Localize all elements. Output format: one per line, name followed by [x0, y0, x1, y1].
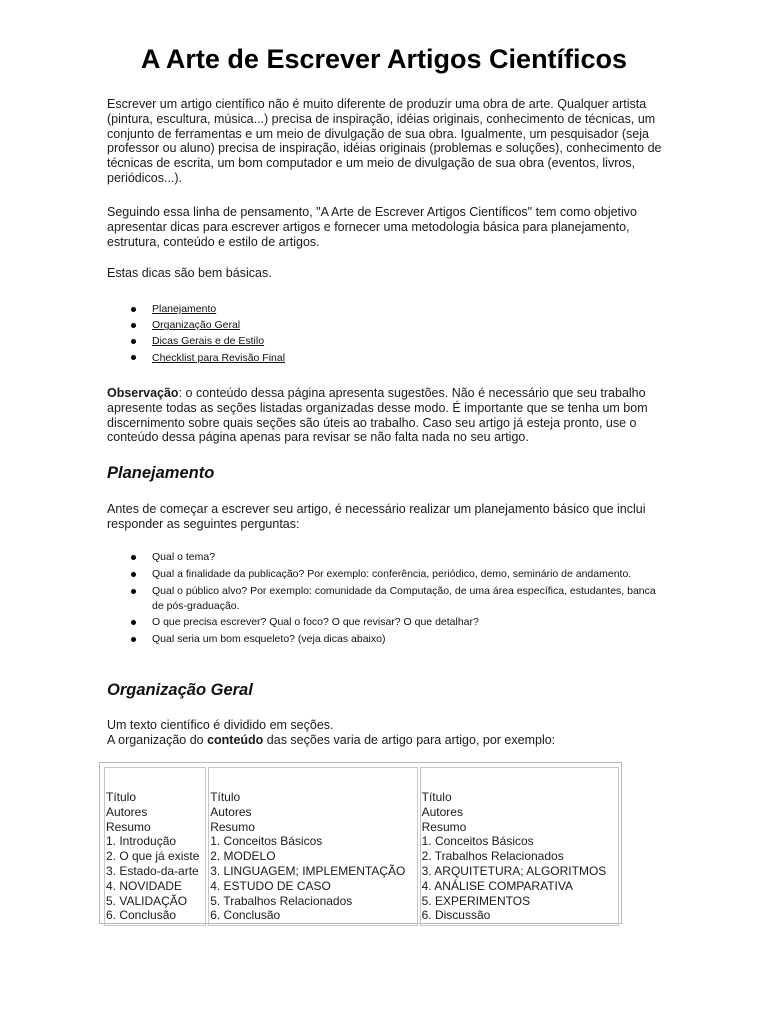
table-of-contents — [107, 301, 667, 366]
cell-line: 4. NOVIDADE — [106, 878, 183, 893]
observation-label: Observação — [107, 386, 179, 400]
table-cell-example-2 — [208, 767, 417, 926]
cell-line: Autores — [106, 804, 148, 819]
toc-link-checklist[interactable]: Checklist para Revisão Final — [152, 351, 286, 364]
toc-item-dicas — [107, 333, 667, 349]
table-cell-example-3 — [420, 767, 619, 926]
question-item: Qual seria um bom esqueleto? (veja dicas abaixo) — [107, 632, 667, 647]
cell-line: 3. LINGUAGEM; IMPLEMENTAÇÃO — [210, 863, 406, 878]
cell-line: 5. EXPERIMENTOS — [421, 893, 531, 908]
toc-link-planejamento[interactable]: Planejamento — [152, 303, 217, 315]
cell-line: 6. Discussão — [421, 908, 491, 923]
cell-line: 4. ESTUDO DE CASO — [210, 878, 331, 893]
toc-link-dicas-gerais[interactable]: Dicas Gerais e de Estilo — [152, 335, 265, 348]
cell-line: Resumo — [210, 819, 255, 834]
intro-paragraph-2: Seguindo essa linha de pensamento, "A Arte de Escrever Artigos Científicos" tem como objetivo apresentar dicas para escrever artigos e fornecer uma metodologia básica para planejamento, estrutura, conteúdo e estilo de artigos. — [107, 205, 637, 249]
organizacao-line-2-post: das seções varia de artigo para artigo, por exemplo: — [263, 732, 556, 747]
cell-line: 4. ANÁLISE COMPARATIVA — [421, 878, 573, 893]
cell-line: Autores — [421, 804, 463, 819]
structure-table — [102, 765, 621, 928]
cell-line: 3. ARQUITETURA; ALGORITMOS — [421, 863, 607, 878]
cell-line: Resumo — [106, 819, 151, 834]
cell-line: 2. O que já existe — [106, 849, 200, 864]
cell-line: 6. Conclusão — [106, 908, 177, 923]
toc-item-planejamento — [107, 301, 667, 317]
toc-item-checklist — [107, 350, 667, 366]
intro-paragraph-3: Estas dicas são bem básicas. — [107, 266, 272, 280]
cell-line: Resumo — [421, 819, 467, 834]
cell-line: 3. Estado-da-arte — [106, 863, 199, 878]
cell-line: 1. Introdução — [106, 834, 177, 849]
toc-item-organizacao — [107, 317, 667, 333]
question-item: Qual o público alvo? Por exemplo: comunidade da Computação, de uma área específica, estudantes, banca de pós-graduação. — [107, 584, 667, 614]
cell-line: 2. MODELO — [210, 849, 276, 864]
observation-text: : o conteúdo dessa página apresenta sugestões. Não é necessário que seu trabalho apresente todas as seções listadas organizadas desse modo. É importante que se tenha um bom discernimento sobre quais seções são úteis ao trabalho. Caso seu artigo já esteja pronto, use o conteúdo dessa página apenas para revisar se não falta nada no seu artigo. — [107, 386, 648, 445]
section-title-organizacao: Organização Geral — [107, 681, 253, 699]
organizacao-paragraph — [107, 718, 667, 748]
cell-line: Título — [210, 790, 241, 804]
cell-line: 6. Conclusão — [210, 908, 281, 923]
structure-examples-table — [99, 762, 622, 924]
planejamento-paragraph: Antes de começar a escrever seu artigo, é necessário realizar um planejamento básico que inclui responder as seguintes perguntas: — [107, 502, 646, 531]
observation-paragraph — [107, 386, 667, 445]
cell-line: 1. Conceitos Básicos — [421, 834, 534, 849]
organizacao-line-2 — [107, 733, 667, 748]
organizacao-line-1: Um texto científico é dividido em seções. — [107, 718, 334, 732]
cell-line: 1. Conceitos Básicos — [210, 834, 323, 849]
page-title: A Arte de Escrever Artigos Científicos — [140, 44, 628, 74]
question-item: O que precisa escrever? Qual o foco? O que revisar? O que detalhar? — [107, 615, 667, 630]
planning-questions-list — [107, 550, 667, 649]
organizacao-line-2-bold: conteúdo — [207, 732, 264, 747]
cell-line: 5. VALIDAÇÃO — [106, 893, 188, 908]
question-item: Qual a finalidade da publicação? Por exemplo: conferência, periódico, demo, seminário de andamento. — [107, 567, 667, 582]
cell-line: Autores — [210, 804, 252, 819]
toc-link-organizacao-geral[interactable]: Organização Geral — [152, 319, 241, 332]
table-row — [104, 767, 619, 926]
cell-line: 5. Trabalhos Relacionados — [210, 893, 353, 908]
section-title-planejamento: Planejamento — [107, 464, 215, 482]
intro-paragraph-1: Escrever um artigo científico não é muito diferente de produzir uma obra de arte. Qualquer artista (pintura, escultura, música...) precisa de inspiração, idéias originais, conhecimento de técnicas, um conjunto de ferramentas e um meio de divulgação de sua obra. Igualmente, um pesquisador (seja professor ou aluno) precisa de inspiração, idéias originais (problemas e soluções), conhecimento de técnicas de escrita, um bom computador e um meio de divulgação de sua obra (eventos, livros, periódicos...). — [107, 97, 662, 185]
cell-line: Título — [421, 790, 452, 804]
table-cell-example-1 — [104, 767, 206, 926]
cell-line: 2. Trabalhos Relacionados — [421, 849, 564, 864]
cell-line: Título — [106, 790, 137, 804]
question-item: Qual o tema? — [107, 550, 667, 565]
organizacao-line-2-pre: A organização do — [107, 732, 208, 747]
